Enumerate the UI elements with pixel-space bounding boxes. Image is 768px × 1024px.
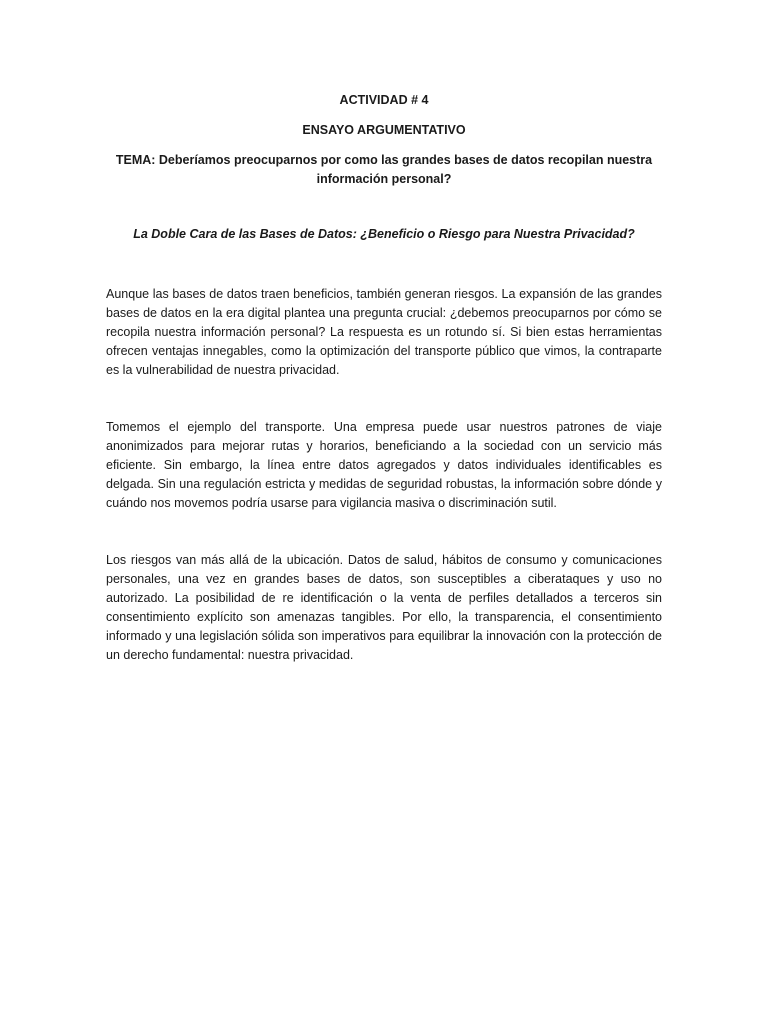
topic-heading — [106, 151, 662, 189]
activity-heading: ACTIVIDAD # 4 — [339, 93, 429, 107]
essay-type-heading: ENSAYO ARGUMENTATIVO — [302, 123, 466, 137]
essay-subtitle: La Doble Cara de las Bases de Datos: ¿Beneficio o Riesgo para Nuestra Privacidad? — [133, 227, 635, 241]
topic-line-2: información personal? — [316, 172, 452, 186]
topic-line-1: TEMA: Deberíamos preocuparnos por como las grandes bases de datos recopilan nuestra — [115, 153, 653, 167]
paragraph-2: Tomemos el ejemplo del transporte. Una empresa puede usar nuestros patrones de viaje anonimizados para mejorar rutas y horarios, beneficiando a la sociedad con un servicio más eficiente. Sin embargo, la línea entre datos agregados y datos individuales identificables es delgada. Sin una regulación estricta y medidas de seguridad robustas, la información sobre dónde y cuándo nos movemos podría usarse para vigilancia masiva o discriminación sutil. — [106, 420, 662, 510]
paragraph-1: Aunque las bases de datos traen beneficios, también generan riesgos. La expansión de las grandes bases de datos en la era digital plantea una pregunta crucial: ¿debemos preocuparnos por cómo se recopila nuestra información personal? La respuesta es un rotundo sí. Si bien estas herramientas ofrecen ventajas innegables, como la optimización del transporte público que vimos, la contraparte es la vulnerabilidad de nuestra privacidad. — [106, 287, 662, 377]
paragraph-3: Los riesgos van más allá de la ubicación. Datos de salud, hábitos de consumo y comunicaciones personales, una vez en grandes bases de datos, son susceptibles a ciberataques y uso no autorizado. La posibilidad de re identificación o la venta de perfiles detallados a terceros sin consentimiento explícito son amenazas tangibles. Por ello, la transparencia, el consentimiento informado y una legislación sólida son imperativos para equilibrar la innovación con la protección de un derecho fundamental: nuestra privacidad. — [106, 553, 662, 662]
